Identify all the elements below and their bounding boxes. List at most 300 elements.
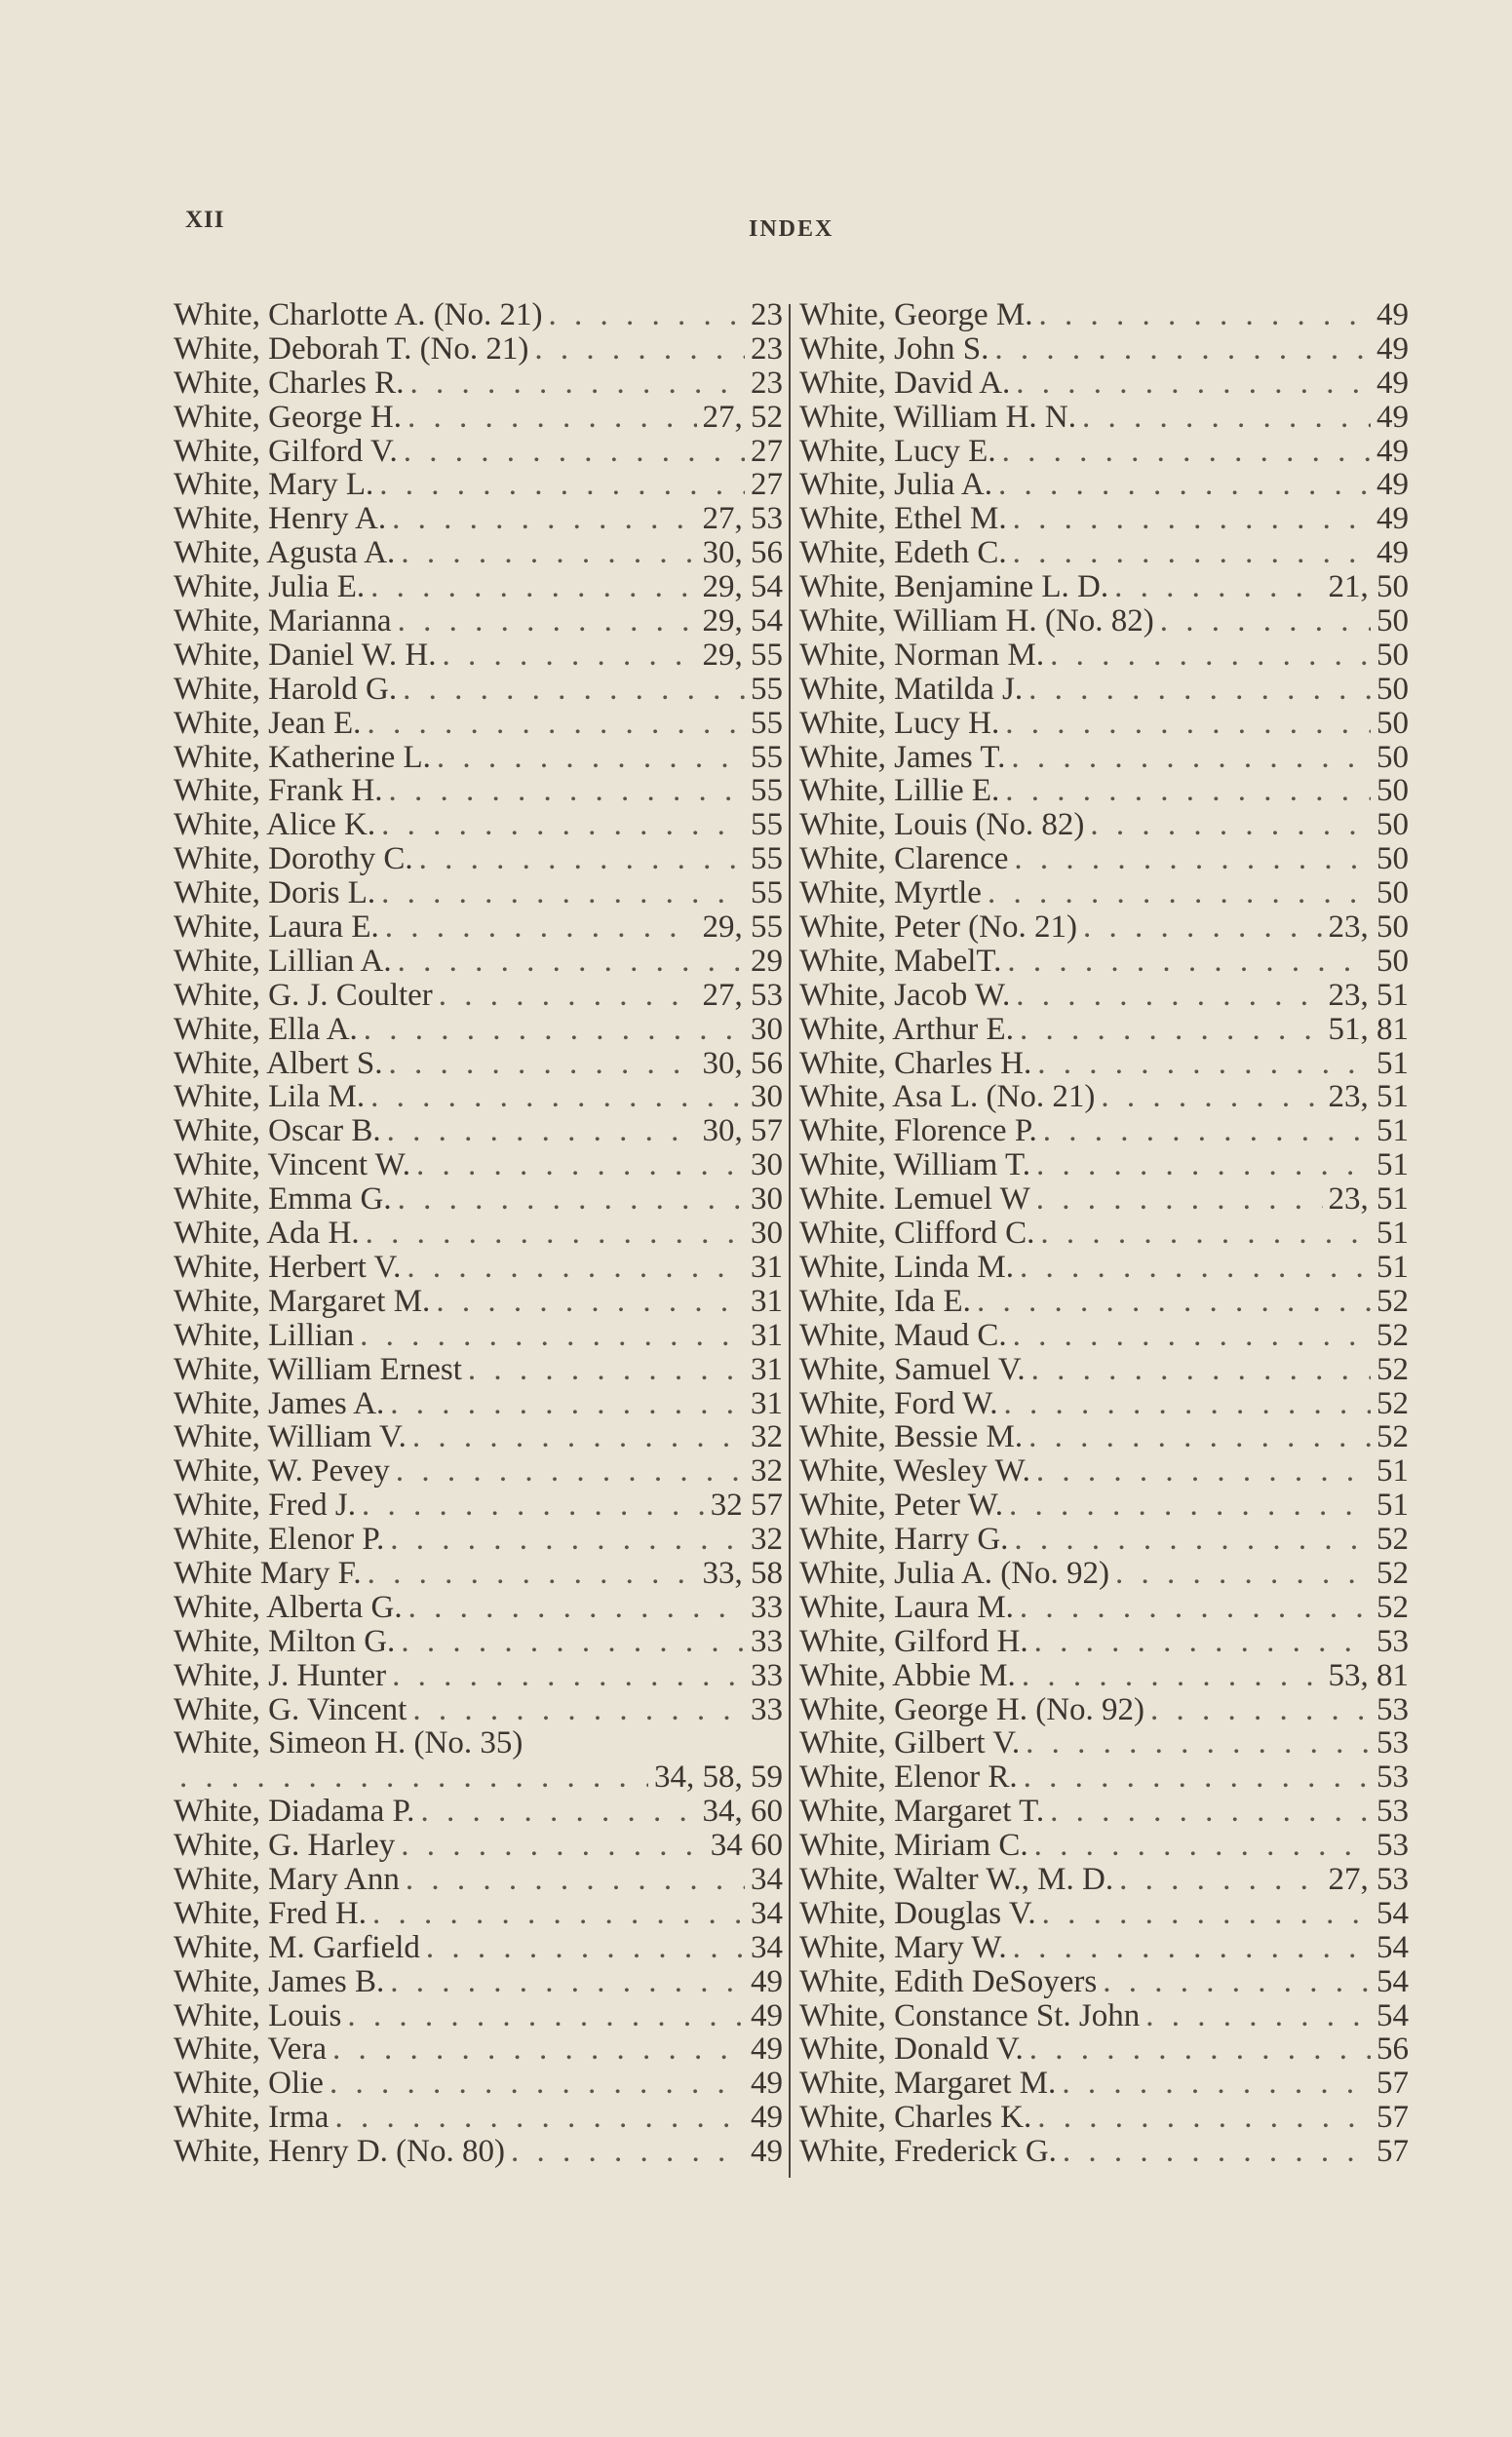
entry-name: White, John S. [799, 330, 989, 367]
entry-pages: 52 [1376, 1522, 1409, 1558]
entry-name: White, Ada H. [174, 1216, 360, 1252]
index-entry [174, 1523, 783, 1557]
dot-leader [370, 570, 696, 604]
entry-name: White, Margaret M. [799, 2066, 1057, 2102]
entry-name: White, Peter W. [799, 1488, 1003, 1524]
entry-pages: 29, 55 [702, 909, 783, 946]
dot-leader [1013, 1319, 1371, 1353]
entry-name: White, Norman M. [799, 637, 1045, 673]
dot-leader [388, 1047, 696, 1081]
entry-pages: 52 [1376, 1351, 1409, 1387]
index-entry [174, 1319, 783, 1353]
entry-name: White, Constance St. John [799, 1997, 1141, 2033]
index-entry [174, 2101, 783, 2135]
index-entry [799, 536, 1409, 570]
index-entry [174, 502, 783, 536]
dot-leader [362, 1489, 705, 1523]
entry-name: White, Charles K. [799, 2100, 1032, 2136]
entry-pages: 50 [1376, 875, 1409, 911]
entry-name: White, James A. [174, 1385, 385, 1421]
dot-leader [1083, 910, 1323, 945]
dot-leader [396, 1454, 745, 1489]
dot-leader [534, 332, 745, 367]
index-entry [799, 1965, 1409, 1999]
dot-leader [1007, 945, 1371, 979]
index-entry [174, 332, 783, 367]
dot-leader [1002, 435, 1371, 469]
entry-name: White, William H. N. [799, 399, 1077, 435]
entry-pages: 53 [1376, 1623, 1409, 1659]
index-entry [174, 1217, 783, 1251]
entry-pages: 27, 52 [702, 399, 783, 435]
entry-pages: 53 [1376, 1725, 1409, 1761]
index-entry [799, 1148, 1409, 1182]
index-entry [174, 2067, 783, 2101]
index-entry [799, 1693, 1409, 1727]
dot-leader [1037, 1047, 1371, 1081]
entry-pages: 50 [1376, 637, 1409, 673]
entry-name: White, Frederick G. [799, 2134, 1057, 2170]
entry-pages: 55 [751, 705, 783, 741]
index-entry [174, 1557, 783, 1591]
entry-pages: 49 [1376, 297, 1409, 332]
index-entry [174, 1454, 783, 1489]
entry-name: White, Henry A. [174, 501, 387, 537]
index-entry [799, 1931, 1409, 1965]
entry-name: White, Donald V. [799, 2031, 1024, 2068]
index-entry [174, 1387, 783, 1421]
entry-name: White, Jean E. [174, 705, 362, 741]
entry-pages: 51 [1376, 1147, 1409, 1183]
dot-leader [419, 842, 745, 876]
dot-leader [1063, 2135, 1371, 2169]
dot-leader [379, 468, 745, 502]
index-entry [174, 808, 783, 842]
index-entry [174, 2032, 783, 2067]
entry-name: White, Mary Ann [174, 1861, 400, 1897]
dot-leader [1028, 1420, 1371, 1454]
index-entry [799, 1319, 1409, 1353]
index-entry [174, 1148, 783, 1182]
dot-leader [412, 1420, 745, 1454]
index-entry [174, 1047, 783, 1081]
entry-pages: 57 [1376, 2134, 1409, 2170]
dot-leader [1101, 1080, 1322, 1114]
index-column-right [799, 298, 1409, 2169]
entry-pages: 55 [751, 773, 783, 809]
entry-name: White, Jacob W. [799, 977, 1011, 1013]
entry-name: White, Elenor P. [174, 1522, 385, 1558]
dot-leader [392, 502, 696, 536]
index-entry [799, 1251, 1409, 1285]
index-entry [174, 1114, 783, 1148]
dot-leader [179, 1760, 648, 1795]
entry-pages: 51 [1376, 1216, 1409, 1252]
entry-name: White, Fred J. [174, 1488, 356, 1524]
dot-leader [420, 1795, 696, 1829]
entry-name: White, Harold G. [174, 671, 398, 707]
entry-pages: 32 57 [710, 1488, 783, 1524]
dot-leader [1009, 1489, 1371, 1523]
entry-name: White, William H. (No. 82) [799, 603, 1154, 639]
entry-pages: 33, 58 [702, 1555, 783, 1591]
index-entry [799, 1897, 1409, 1931]
dot-leader [437, 741, 745, 775]
dot-leader [1039, 298, 1372, 332]
index-entry [174, 1489, 783, 1523]
entry-name: White, William V. [174, 1419, 407, 1455]
dot-leader [436, 1285, 745, 1319]
index-entry [799, 604, 1409, 638]
index-entry [799, 2101, 1409, 2135]
entry-pages: 30 [751, 1216, 783, 1252]
index-entry [799, 808, 1409, 842]
dot-leader [404, 435, 745, 469]
dot-leader [1014, 842, 1371, 876]
index-entry [799, 1557, 1409, 1591]
entry-name: White, Margaret T. [799, 1794, 1045, 1830]
entry-name: White, Julia E. [174, 569, 366, 605]
index-entry [799, 842, 1409, 876]
entry-name: White, Lucy H. [799, 705, 1000, 741]
index-entry [174, 1965, 783, 1999]
dot-leader [1020, 1251, 1371, 1285]
entry-name: White, M. Garfield [174, 1929, 420, 1965]
entry-pages: 34 [751, 1861, 783, 1897]
entry-pages: 52 [1376, 1317, 1409, 1353]
index-entry [174, 1897, 783, 1931]
entry-pages: 49 [1376, 330, 1409, 367]
entry-pages: 33 [751, 1657, 783, 1693]
entry-name: White, William Ernest [174, 1351, 462, 1387]
entry-pages: 33 [751, 1691, 783, 1727]
entry-name: White, Ida E. [799, 1283, 971, 1319]
entry-name: White, Edeth C. [799, 535, 1007, 571]
entry-pages: 33 [751, 1589, 783, 1625]
entry-name: White, Myrtle [799, 875, 982, 911]
dot-leader [994, 332, 1371, 367]
dot-leader [412, 1693, 745, 1727]
index-entry [799, 979, 1409, 1013]
dot-leader [372, 1897, 745, 1931]
index-entry [174, 401, 783, 435]
entry-name: White, Gilbert V. [799, 1725, 1021, 1761]
entry-name: White, Gilford V. [174, 433, 398, 469]
index-entry [799, 1863, 1409, 1897]
dot-leader [442, 638, 696, 673]
dot-leader [1005, 707, 1371, 741]
index-entry [174, 1625, 783, 1659]
entry-name: White, George M. [799, 297, 1033, 332]
entry-name: White, Alice K. [174, 807, 376, 843]
dot-leader [1014, 1523, 1371, 1557]
entry-pages: 49 [1376, 399, 1409, 435]
entry-name: White, Lillian A. [174, 943, 392, 979]
dot-leader [1150, 1693, 1371, 1727]
entry-name: White, Edith DeSoyers [799, 1963, 1098, 1999]
entry-name: White, Elenor R. [799, 1760, 1018, 1796]
index-entry [799, 1217, 1409, 1251]
dot-leader [398, 1182, 745, 1217]
index-entry [799, 1625, 1409, 1659]
entry-pages: 55 [751, 807, 783, 843]
entry-name: White, Deborah T. (No. 21) [174, 330, 529, 367]
entry-name: White, Marianna [174, 603, 392, 639]
entry-pages: 53 [1376, 1794, 1409, 1830]
dot-leader [1034, 1625, 1371, 1659]
index-entry [799, 1726, 1409, 1760]
index-entry [174, 945, 783, 979]
entry-pages: 49 [751, 2066, 783, 2102]
index-entry [799, 876, 1409, 910]
dot-leader [549, 298, 745, 332]
entry-name: White, Agusta A. [174, 535, 396, 571]
dot-leader [1020, 1013, 1323, 1047]
index-entry [799, 1591, 1409, 1625]
entry-pages: 32 [751, 1522, 783, 1558]
index-entry [174, 1251, 783, 1285]
entry-name: White, G. Vincent [174, 1691, 407, 1727]
index-entry [174, 673, 783, 707]
entry-name: White, Laura M. [799, 1589, 1014, 1625]
index-entry [799, 1829, 1409, 1863]
entry-name: White, George H. [174, 399, 402, 435]
entry-name: White, G. J. Coulter [174, 977, 433, 1013]
entry-pages: 49 [751, 2031, 783, 2068]
index-entry [174, 876, 783, 910]
entry-name: White, Alberta G. [174, 1589, 403, 1625]
entry-name: White, Albert S. [174, 1045, 383, 1081]
dot-leader [1028, 673, 1371, 707]
entry-pages: 30 [751, 1079, 783, 1115]
index-entry [799, 1353, 1409, 1387]
dot-leader [1011, 741, 1371, 775]
index-entry [174, 468, 783, 502]
entry-name: White, William T. [799, 1147, 1030, 1183]
entry-pages: 51 [1376, 1488, 1409, 1524]
index-entry [174, 2135, 783, 2169]
entry-pages: 54 [1376, 1997, 1409, 2033]
dot-leader [511, 2135, 745, 2169]
index-entry [174, 1863, 783, 1897]
dot-leader [1004, 1387, 1372, 1421]
index-entry [174, 1080, 783, 1114]
dot-leader [381, 876, 745, 910]
entry-pages: 31 [751, 1317, 783, 1353]
entry-name: White, Doris L. [174, 875, 376, 911]
entry-name: White, G. Harley [174, 1828, 396, 1864]
entry-name: White, Margaret M. [174, 1283, 431, 1319]
entry-pages: 30, 56 [702, 535, 783, 571]
dot-leader [1082, 401, 1371, 435]
entry-pages: 51, 81 [1328, 1011, 1409, 1047]
entry-pages: 32 [751, 1419, 783, 1455]
dot-leader [977, 1285, 1371, 1319]
entry-pages: 29 [751, 943, 783, 979]
index-entry [799, 2067, 1409, 2101]
entry-pages: 27, 53 [1328, 1861, 1409, 1897]
entry-pages: 55 [751, 875, 783, 911]
entry-name: White, Lillian [174, 1317, 355, 1353]
entry-pages: 27, 53 [702, 501, 783, 537]
entry-pages: 31 [751, 1385, 783, 1421]
dot-leader [1013, 536, 1371, 570]
index-entry [799, 741, 1409, 775]
entry-name: White, Vera [174, 2031, 327, 2068]
entry-name: White, Daniel W. H. [174, 637, 437, 673]
dot-leader [390, 1523, 745, 1557]
index-entry [799, 2135, 1409, 2169]
entry-pages: 34 [751, 1895, 783, 1931]
entry-pages: 29, 55 [702, 637, 783, 673]
dot-leader [347, 1999, 745, 2033]
dot-leader [1024, 1760, 1371, 1795]
entry-pages: 31 [751, 1283, 783, 1319]
dot-leader [398, 945, 745, 979]
entry-name: White, Ford W. [799, 1385, 998, 1421]
entry-name: White, Milton G. [174, 1623, 396, 1659]
dot-leader [407, 1251, 745, 1285]
entry-pages: 51 [1376, 1453, 1409, 1489]
index-entry [799, 945, 1409, 979]
index-entry [799, 1795, 1409, 1829]
entry-name: White, Ella A. [174, 1011, 358, 1047]
dot-leader [1043, 1114, 1371, 1148]
dot-leader [381, 808, 745, 842]
index-entry [174, 604, 783, 638]
entry-pages: 32 [751, 1453, 783, 1489]
index-entry [174, 842, 783, 876]
entry-name: White, Clarence [799, 841, 1009, 877]
entry-name: White, Douglas V. [799, 1895, 1036, 1931]
entry-name: White, Dorothy C. [174, 841, 413, 877]
index-entry [174, 1659, 783, 1693]
index-entry [174, 774, 783, 808]
entry-pages: 55 [751, 739, 783, 775]
entry-pages: 23, 51 [1328, 1079, 1409, 1115]
index-entry [174, 741, 783, 775]
dot-leader [1042, 1897, 1371, 1931]
entry-pages: 54 [1376, 1895, 1409, 1931]
entry-name: White. Lemuel W [799, 1181, 1030, 1218]
dot-leader [1119, 1863, 1322, 1897]
dot-leader [1115, 1557, 1371, 1591]
index-entry [799, 1047, 1409, 1081]
entry-pages: 52 [1376, 1283, 1409, 1319]
dot-leader [1114, 570, 1322, 604]
entry-pages: 50 [1376, 705, 1409, 741]
index-entry [799, 1285, 1409, 1319]
entry-name: White, James T. [799, 739, 1006, 775]
entry-name: White, Ethel M. [799, 501, 1007, 537]
index-entry [799, 1523, 1409, 1557]
entry-pages: 27 [751, 433, 783, 469]
index-entry [174, 298, 783, 332]
dot-leader [439, 979, 697, 1013]
entry-name: White, Maud C. [799, 1317, 1007, 1353]
dot-leader [1090, 808, 1371, 842]
index-column-left [174, 298, 783, 2169]
entry-name: White, James B. [174, 1963, 385, 1999]
entry-name: White, MabelT. [799, 943, 1002, 979]
dot-leader [401, 536, 696, 570]
entry-name: White, Laura E. [174, 909, 379, 946]
dot-leader [390, 1965, 745, 1999]
dot-leader [367, 707, 745, 741]
entry-pages: 57 [1376, 2066, 1409, 2102]
index-entry [799, 1387, 1409, 1421]
entry-pages: 52 [1376, 1419, 1409, 1455]
entry-name: White, Lucy E. [799, 433, 996, 469]
dot-leader [390, 1387, 745, 1421]
entry-pages: 49 [751, 1997, 783, 2033]
entry-pages: 34, 58, 59 [654, 1760, 783, 1796]
index-entry [799, 1013, 1409, 1047]
dot-leader [1026, 1726, 1371, 1760]
entry-pages: 21, 50 [1328, 569, 1409, 605]
entry-name: White, Fred H. [174, 1895, 367, 1931]
entry-pages: 30, 57 [702, 1113, 783, 1149]
entry-pages: 23 [751, 330, 783, 367]
index-entry [799, 468, 1409, 502]
index-entry [174, 1285, 783, 1319]
entry-name: White, Louis (No. 82) [799, 807, 1085, 843]
dot-leader [1050, 638, 1371, 673]
entry-pages: 34 60 [710, 1828, 783, 1864]
dot-leader [334, 2101, 745, 2135]
entry-name: White, Simeon H. (No. 35) [174, 1725, 523, 1761]
dot-leader [1016, 367, 1371, 401]
entry-name: White, Vincent W. [174, 1147, 411, 1183]
index-entry [799, 1489, 1409, 1523]
dot-leader [1013, 502, 1371, 536]
entry-name: White, Herbert V. [174, 1249, 402, 1285]
dot-leader [1036, 1454, 1371, 1489]
entry-pages: 50 [1376, 943, 1409, 979]
dot-leader [1031, 1353, 1371, 1387]
index-entry [799, 1760, 1409, 1795]
entry-name: White, W. Pevey [174, 1453, 390, 1489]
dot-leader [409, 367, 745, 401]
index-entry [799, 1080, 1409, 1114]
dot-leader [1016, 979, 1322, 1013]
entry-pages: 49 [1376, 433, 1409, 469]
entry-pages: 34 [751, 1929, 783, 1965]
dot-leader [364, 1013, 745, 1047]
entry-name: White, Florence P. [799, 1113, 1037, 1149]
index-entry [799, 435, 1409, 469]
entry-pages: 50 [1376, 671, 1409, 707]
index-entry [174, 1795, 783, 1829]
dot-leader [1050, 1795, 1371, 1829]
dot-leader [426, 1931, 745, 1965]
entry-pages: 57 [1376, 2100, 1409, 2136]
entry-name: White, Bessie M. [799, 1419, 1024, 1455]
index-entry [799, 1999, 1409, 2033]
entry-name: White, Charles H. [799, 1045, 1032, 1081]
page-number: XII [185, 207, 225, 233]
entry-name: White, Louis [174, 1997, 342, 2033]
dot-leader [406, 1863, 745, 1897]
entry-pages: 50 [1376, 603, 1409, 639]
index-entry [174, 435, 783, 469]
dot-leader [392, 1659, 745, 1693]
entry-pages: 30 [751, 1011, 783, 1047]
page-title: INDEX [749, 216, 834, 242]
index-entry [799, 1182, 1409, 1217]
dot-leader [388, 774, 745, 808]
dot-leader [1036, 1148, 1371, 1182]
